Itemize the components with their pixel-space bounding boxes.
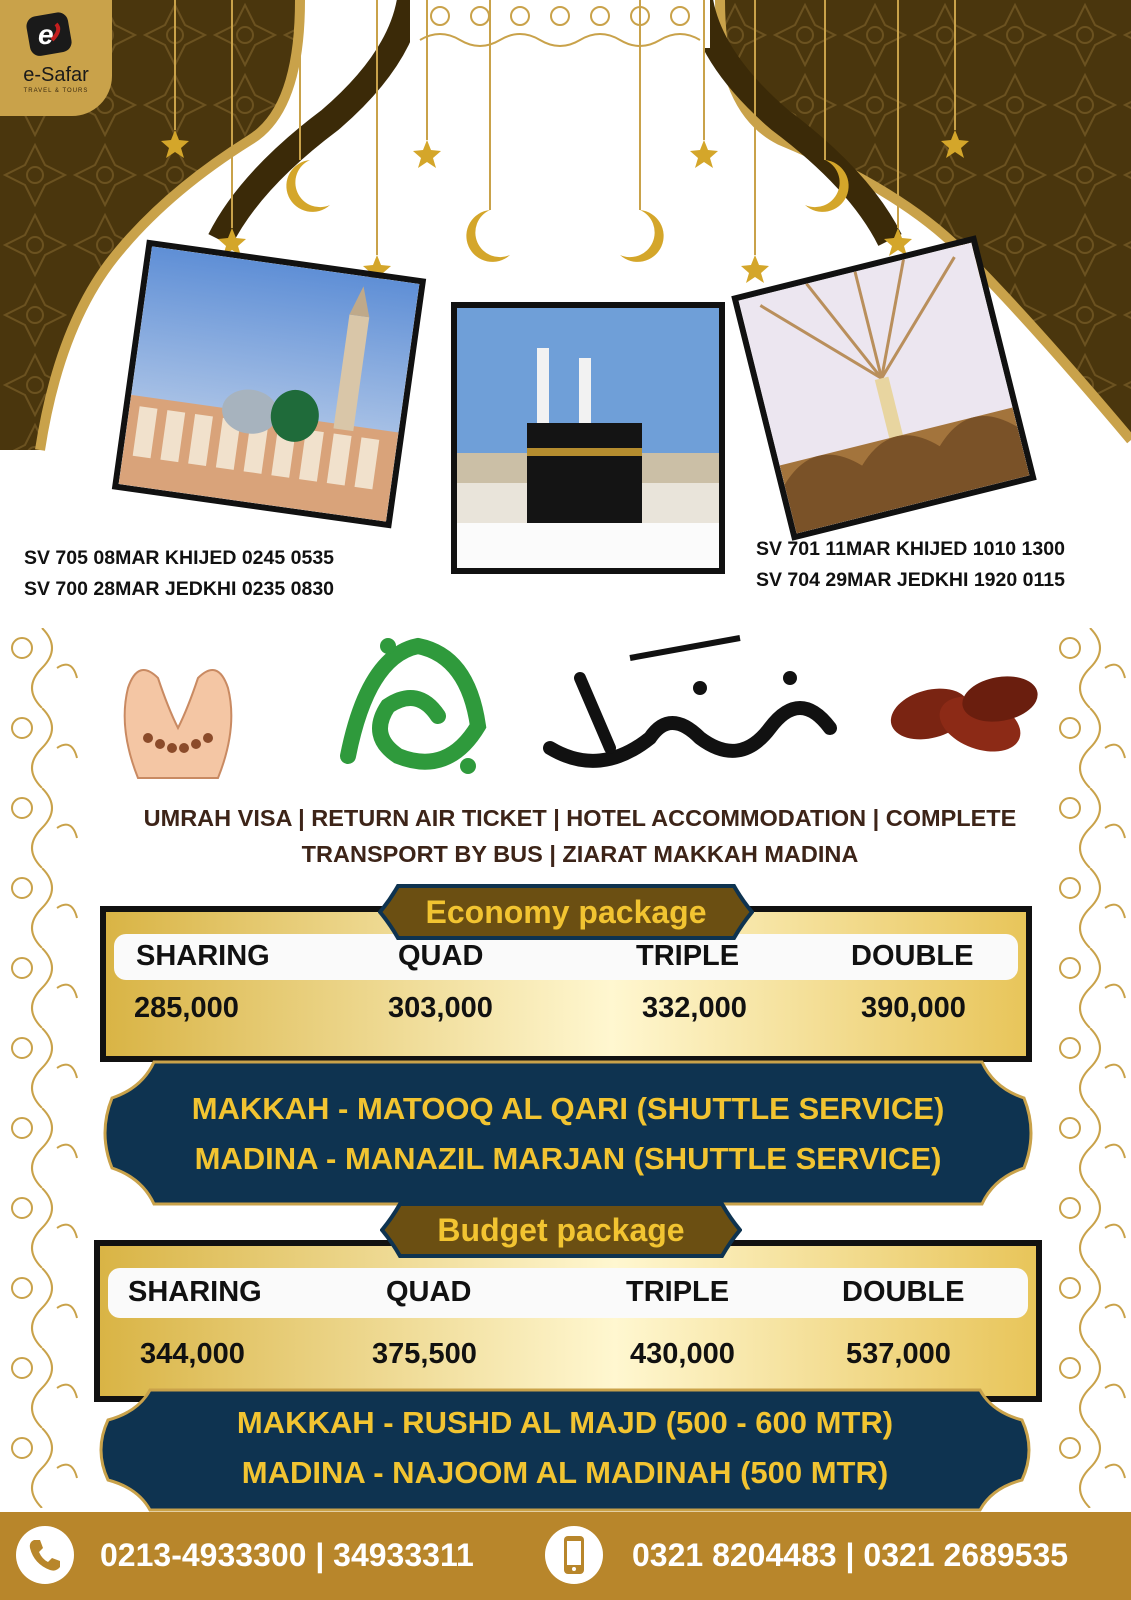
economy-header-sharing: SHARING (136, 940, 270, 972)
budget-price-sharing: 344,000 (140, 1338, 245, 1370)
dates-icon (880, 654, 1050, 774)
flights-left (24, 543, 334, 605)
mobile-numbers[interactable]: 0321 8204483 | 0321 2689535 (632, 1537, 1069, 1573)
star-icon (741, 255, 769, 283)
economy-package-title: Economy package (425, 894, 707, 930)
right-floral-border (1050, 628, 1130, 1508)
brand-tagline: TRAVEL & TOURS (23, 88, 89, 94)
budget-hotel-makkah: MAKKAH - RUSHD AL MAJD (500 - 600 MTR) (236, 1405, 894, 1440)
budget-price-double: 537,000 (846, 1338, 951, 1370)
economy-hotel-madina: MADINA - MANAZIL MARJAN (SHUTTLE SERVICE) (194, 1141, 942, 1176)
budget-hotel-madina: MADINA - NAJOOM AL MADINAH (500 MTR) (241, 1455, 889, 1490)
flight-line: SV 700 28MAR JEDKHI 0235 0830 (24, 578, 335, 600)
services-line-2: TRANSPORT BY BUS | ZIARAT MAKKAH MADINA (301, 841, 859, 867)
phone-icon (16, 1526, 74, 1584)
economy-price-double: 390,000 (861, 992, 966, 1024)
crescent-icon (286, 160, 330, 212)
economy-price-triple: 332,000 (642, 992, 747, 1024)
flight-line: SV 705 08MAR KHIJED 0245 0535 (24, 547, 335, 569)
star-icon (413, 140, 441, 168)
flight-line: SV 704 29MAR JEDKHI 1920 0115 (756, 569, 1065, 591)
umrah-calligraphy (328, 616, 508, 796)
dua-hands-icon (108, 638, 248, 788)
economy-package-tag (378, 882, 754, 942)
economy-hotels-banner (94, 1058, 1042, 1208)
budget-package-title: Budget package (437, 1212, 685, 1248)
budget-price-table (94, 1240, 1042, 1402)
contact-footer (0, 1512, 1131, 1600)
left-floral-border (2, 628, 82, 1508)
flight-line: SV 701 11MAR KHIJED 1010 1300 (756, 538, 1065, 560)
ramadan-calligraphy (540, 628, 850, 788)
budget-price-quad: 375,500 (372, 1338, 477, 1370)
svg-text:e: e (38, 19, 54, 50)
budget-price-triple: 430,000 (630, 1338, 735, 1370)
economy-header-triple: TRIPLE (636, 940, 740, 972)
economy-price-sharing: 285,000 (134, 992, 239, 1024)
economy-header-double: DOUBLE (851, 940, 974, 972)
budget-header-quad: QUAD (386, 1276, 472, 1308)
brand-name: e-Safar (23, 64, 89, 86)
services-line-1: UMRAH VISA | RETURN AIR TICKET | HOTEL ACCOMMODATION | COMPLETE (143, 805, 1017, 831)
logo-mark-icon (22, 10, 78, 58)
budget-header-sharing: SHARING (128, 1276, 262, 1308)
photo-kaaba (451, 302, 725, 574)
mobile-icon (545, 1526, 603, 1584)
economy-header-quad: QUAD (398, 940, 484, 972)
economy-price-quad: 303,000 (388, 992, 493, 1024)
budget-header-triple: TRIPLE (626, 1276, 730, 1308)
crescent-icon (466, 210, 510, 262)
budget-header-double: DOUBLE (842, 1276, 965, 1308)
crescent-icon (620, 210, 664, 262)
flights-right (756, 534, 1065, 596)
economy-hotel-makkah: MAKKAH - MATOOQ AL QARI (SHUTTLE SERVICE) (191, 1091, 945, 1126)
budget-hotels-banner (90, 1388, 1040, 1512)
budget-package-tag (380, 1200, 742, 1260)
star-icon (690, 140, 718, 168)
brand-logo[interactable] (0, 0, 112, 116)
services-text (100, 800, 1060, 872)
photo-madinah-mosque (112, 240, 426, 529)
landline-numbers[interactable]: 0213-4933300 | 34933311 (100, 1537, 474, 1573)
